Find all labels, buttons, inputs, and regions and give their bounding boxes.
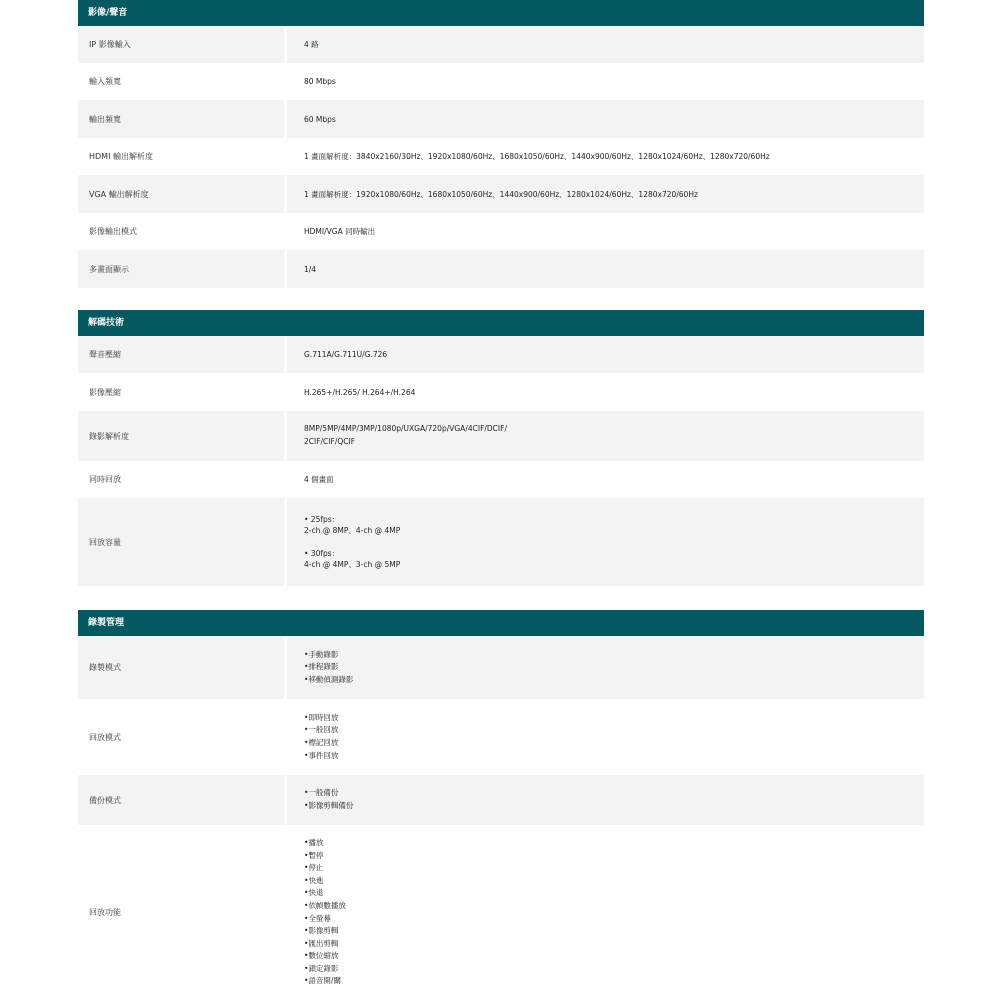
list-item: • 手動錄影 [304, 649, 353, 662]
bullet-list [304, 649, 353, 687]
list-item: • 事件回放 [304, 750, 338, 763]
spec-row [78, 373, 924, 411]
spec-row [78, 461, 924, 498]
spec-value: HDMI/VGA 同時輸出 [284, 213, 924, 250]
list-item: • 快退 [304, 887, 346, 900]
list-item: • 全螢幕 [304, 913, 346, 926]
spec-row [78, 138, 924, 175]
spec-row [78, 411, 924, 461]
spec-row [78, 213, 924, 250]
list-item: • 停止 [304, 862, 346, 875]
spec-label: VGA 輸出解析度 [78, 175, 284, 213]
spec-row [78, 699, 924, 775]
spec-row [78, 336, 924, 373]
spec-value [284, 825, 924, 1000]
list-item: • 排程錄影 [304, 661, 353, 674]
list-item: • 依幀數播放 [304, 900, 346, 913]
list-item: • 匯出剪輯 [304, 938, 346, 951]
list-item: • 暫停 [304, 850, 346, 863]
spec-label: 多畫面顯示 [78, 250, 284, 288]
bullet-list [304, 712, 338, 762]
section-header: 影像/聲音 [78, 0, 924, 26]
spec-value-line: 2CIF/CIF/QCIF [304, 437, 356, 446]
list-item: • 快進 [304, 875, 346, 888]
spec-label: 回放模式 [89, 732, 121, 742]
spec-label: 回放功能 [89, 908, 121, 917]
list-item: • 即時回放 [304, 712, 338, 725]
spec-label: 錄影解析度 [78, 411, 284, 461]
spec-row [78, 100, 924, 138]
spec-value [284, 411, 924, 461]
spec-value: 4 個畫面 [284, 461, 924, 498]
section-decoding [78, 310, 924, 586]
spec-row [78, 175, 924, 213]
bullet-list [304, 837, 346, 988]
list-item: • 影像剪輯 [304, 925, 346, 938]
spec-value: G.711A/G.711U/G.726 [284, 336, 924, 373]
list-item: • 影像剪輯備份 [304, 800, 353, 813]
spec-label: 同時回放 [89, 475, 121, 484]
fps-group [304, 514, 400, 536]
list-item: • 鎖定錄影 [304, 963, 346, 976]
spec-label: 回放容量 [78, 498, 284, 586]
spec-row [78, 498, 924, 586]
fps-group [304, 548, 400, 570]
spec-value: H.265+/H.265/ H.264+/H.264 [284, 373, 924, 411]
spec-row [78, 63, 924, 100]
spec-value [284, 699, 924, 775]
spec-label: 輸入頻寬 [89, 77, 121, 86]
spec-label: HDMI 輸出解析度 [89, 152, 153, 161]
spec-row [78, 250, 924, 288]
fps-group-body: 4-ch @ 4MP、3-ch @ 5MP [304, 560, 401, 569]
fps-group-body: 2-ch @ 8MP、4-ch @ 4MP [304, 526, 401, 535]
spec-label: 影像壓縮 [89, 387, 121, 397]
spec-value: 1 畫面解析度：1920x1080/60Hz、1680x1050/60Hz、1440x900/60Hz、1280x1024/60Hz、1280x720/60Hz [284, 175, 924, 213]
spec-value [284, 775, 924, 825]
list-item: • 播放 [304, 837, 346, 850]
section-recording [78, 610, 924, 1000]
spec-value [284, 498, 924, 586]
spec-value: 60 Mbps [284, 100, 924, 138]
spec-label: 錄製模式 [78, 636, 284, 699]
list-item: • 移動偵測錄影 [304, 674, 353, 687]
spec-value: 1/4 [284, 250, 924, 288]
spec-value: 1 畫面解析度：3840x2160/30Hz、1920x1080/60Hz、1680x1050/60Hz、1440x900/60Hz、1280x1024/60Hz、1280x720/60Hz [284, 138, 924, 175]
list-item: • 數位縮放 [304, 950, 346, 963]
spec-row [78, 825, 924, 1000]
spec-label: 聲音壓縮 [78, 336, 284, 373]
list-item: • 標記回放 [304, 737, 338, 750]
fps-group-head: • 30fps： [304, 549, 340, 558]
spec-value: 4 路 [284, 26, 924, 63]
spec-row [78, 26, 924, 63]
list-item: • 一般回放 [304, 724, 338, 737]
spec-label: 備份模式 [78, 775, 284, 825]
list-item: • 語音開/關 [304, 975, 346, 988]
fps-group-head: • 25fps： [304, 515, 340, 524]
spec-label: IP 影像輸入 [78, 26, 284, 63]
spec-value: 80 Mbps [284, 63, 924, 100]
section-video-audio [78, 0, 924, 288]
spec-label: 輸出頻寬 [78, 100, 284, 138]
section-header: 錄製管理 [78, 610, 924, 636]
spec-row [78, 636, 924, 699]
list-item: • 一般備份 [304, 787, 353, 800]
spec-row [78, 775, 924, 825]
spec-value-line: 8MP/5MP/4MP/3MP/1080p/UXGA/720p/VGA/4CIF/DCIF/ [304, 424, 507, 434]
section-header: 解碼技術 [78, 310, 924, 336]
spec-label: 影像輸出模式 [89, 227, 137, 236]
bullet-list [304, 787, 353, 812]
spec-value [284, 636, 924, 699]
